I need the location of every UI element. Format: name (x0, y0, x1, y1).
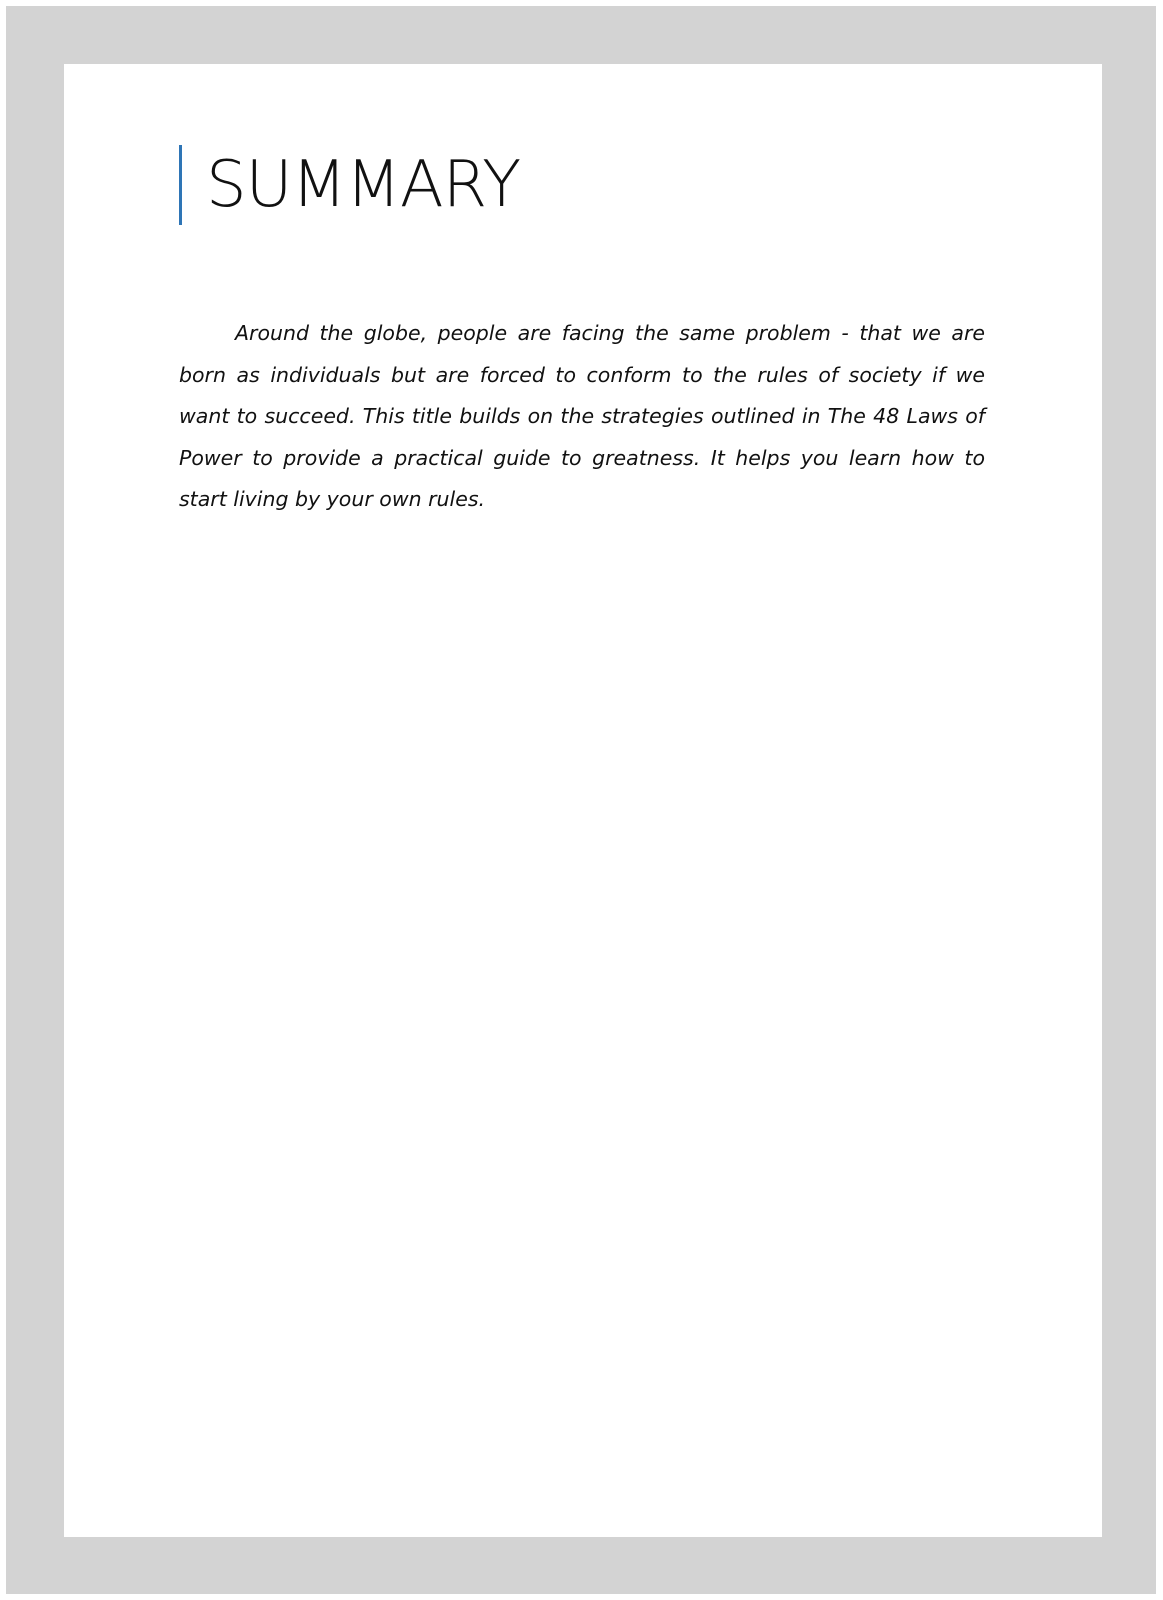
document-page (64, 64, 1102, 1537)
page-title: SUMMARY (206, 148, 521, 222)
heading-block (179, 145, 520, 225)
summary-paragraph: Around the globe, people are facing the same problem - that we are born as individuals but are forced to conform to the rules of society if we want to succeed. This title builds on the strategies outlined in The 48 Laws of Power to provide a practical guide to greatness. It helps you learn how to start living by your own rules. (179, 321, 985, 512)
heading-accent-bar (179, 145, 182, 225)
document-viewer-background (6, 6, 1156, 1594)
